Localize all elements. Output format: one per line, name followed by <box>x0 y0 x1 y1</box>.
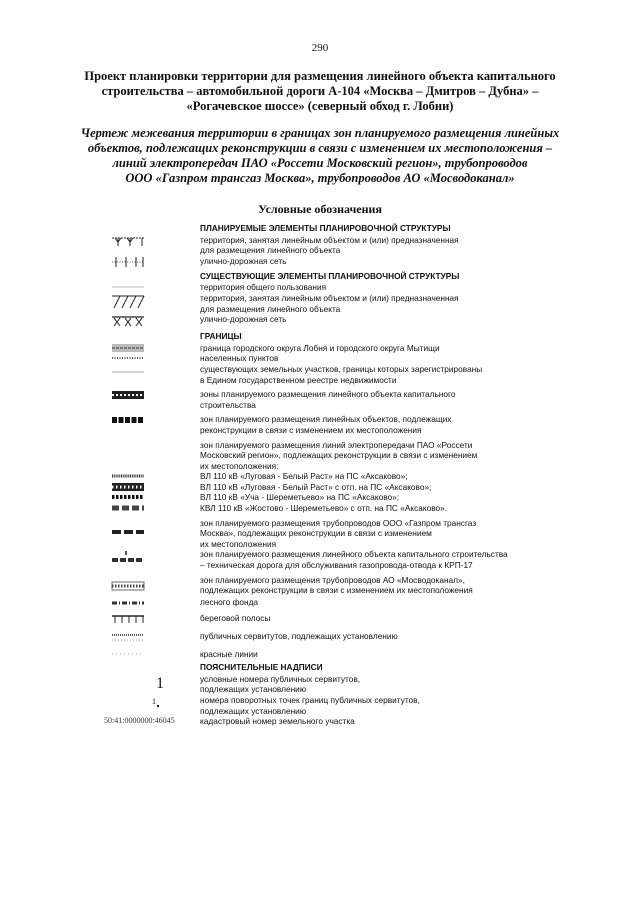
legend-item-existing-linear <box>108 293 578 314</box>
public-territory-symbol <box>108 282 200 292</box>
legend-item-public-territory <box>108 282 578 293</box>
legend-text: в Едином государственном реестре недвижимости <box>200 374 397 385</box>
planned-zone-symbol <box>108 389 200 401</box>
land-plots-symbol <box>108 364 200 380</box>
point-dot-icon <box>157 705 159 707</box>
legend-text: Москва», подлежащих реконструкции в связи с изменением <box>200 528 432 539</box>
tech-road-symbol <box>108 549 200 569</box>
legend-text: зон планируемого размещения линейного объекта капитального строительства <box>200 549 508 560</box>
water-pipelines-symbol <box>108 575 200 597</box>
legend-item-forest-fund <box>108 597 578 609</box>
planned-linear-symbol <box>108 235 200 249</box>
legend-text: береговой полосы <box>200 612 271 623</box>
servitudes-symbol <box>108 631 200 645</box>
legend-text: – техническая дорога для обслуживания газопровода-отвода к КРП-17 <box>200 560 473 571</box>
title-line: Проект планировки территории для размещения линейного объекта капитального <box>84 69 556 83</box>
legend-text: граница городского округа Лобня и городского округа Мытищи <box>200 342 440 353</box>
legend-item-power-line-4 <box>108 503 578 514</box>
legend-text: зон планируемого размещения линейных объектов, подлежащих <box>200 414 452 425</box>
settlements-symbol <box>108 353 200 363</box>
power-line-3-symbol <box>108 492 200 502</box>
legend-text: их местоположения <box>200 538 277 549</box>
legend-text: ВЛ 110 кВ «Луговая - Белый Раст» с отп. на ПС «Аксаково»; <box>200 481 432 492</box>
legend-text: населенных пунктов <box>200 353 279 364</box>
legend-item-power-line-3 <box>108 492 578 503</box>
legend-item-planned-roads <box>108 256 578 268</box>
legend-text: строительства <box>200 399 256 410</box>
gas-pipelines-symbol <box>108 518 200 546</box>
point-number-symbol <box>108 695 200 709</box>
document-subtitle <box>60 126 580 186</box>
reconstruction-zone-symbol <box>108 414 200 426</box>
legend-text: существующих земельных участков, границы которых зарегистрированы <box>200 363 483 374</box>
subtitle-line: Чертеж межевания территории в границах зон планируемого размещения линейных <box>80 126 560 140</box>
legend-text: подлежащих установлению <box>200 684 307 695</box>
legend-text: красные линии <box>200 648 258 659</box>
power-line-2-symbol <box>108 482 200 492</box>
legend-item-red-lines <box>108 649 578 660</box>
legend-text: подлежащих реконструкции в связи с изменением их местоположения <box>200 585 473 596</box>
legend-text: для размещения линейного объекта <box>200 245 341 256</box>
legend-header-existing: СУЩЕСТВУЮЩИЕ ЭЛЕМЕНТЫ ПЛАНИРОВОЧНОЙ СТРУКТУРЫ <box>200 270 460 281</box>
power-line-1-symbol <box>108 471 200 481</box>
legend-text: ВЛ 110 кВ «Уча - Шереметьево» на ПС «Аксаково»; <box>200 492 400 503</box>
legend-text: Московский регион», подлежащих реконструкции в связи с изменением <box>200 450 478 461</box>
legend-item-power-line-1 <box>108 471 578 482</box>
cadastral-symbol <box>104 716 200 727</box>
legend-item-water-pipelines-zone <box>108 575 578 597</box>
existing-linear-symbol <box>108 293 200 311</box>
legend-item-power-line-2 <box>108 482 578 493</box>
legend-text: их местоположения: <box>200 460 279 471</box>
legend-text: улично-дорожная сеть <box>200 255 287 266</box>
existing-roads-symbol <box>108 314 200 328</box>
legend-text: зон планируемого размещения линий электропередачи ПАО «Россети <box>200 439 473 450</box>
legend-text: территория общего пользования <box>200 282 327 293</box>
legend-item-district-border <box>108 343 578 354</box>
legend-header-boundaries: ГРАНИЦЫ <box>200 331 242 342</box>
legend-text: территория, занятая линейным объектом и (или) предназначенная <box>200 234 459 245</box>
district-border-symbol <box>108 343 200 353</box>
legend-text: публичных сервитутов, подлежащих установлению <box>200 630 398 641</box>
legend-text: кадастровый номер земельного участка <box>200 716 355 727</box>
legend-item-power-lines-zone <box>108 440 578 472</box>
title-line: строительства – автомобильной дороги А-104 «Москва – Дмитров – Дубна» – <box>101 84 539 98</box>
legend-item-servitude-numbers <box>108 674 578 695</box>
legend <box>104 220 578 727</box>
legend-item-servitudes <box>108 631 578 645</box>
legend-item-cadastral <box>104 716 578 727</box>
legend-title: Условные обозначения <box>258 202 382 216</box>
cadastral-number-sample: 50:41:0000000:46045 <box>104 716 175 726</box>
subtitle-line: объектов, подлежащих реконструкции в связи с изменением их местоположения – <box>87 141 553 155</box>
legend-item-existing-roads <box>108 314 578 328</box>
power-line-4-symbol <box>108 503 200 513</box>
legend-item-shoreline <box>108 613 578 627</box>
legend-header-notes: ПОЯСНИТЕЛЬНЫЕ НАДПИСИ <box>200 662 323 673</box>
legend-text: ВЛ 110 кВ «Луговая - Белый Раст» на ПС «Аксаково»; <box>200 471 408 482</box>
legend-text: подлежащих установлению <box>200 705 307 716</box>
shoreline-symbol <box>108 613 200 627</box>
legend-text: зоны планируемого размещения линейного объекта капитального <box>200 389 456 400</box>
servitude-number-symbol <box>108 674 200 694</box>
legend-text: номера поворотных точек границ публичных сервитутов, <box>200 695 420 705</box>
point-number-sample: 1 <box>152 697 156 706</box>
subtitle-line: линий электропередач ПАО «Россети Московский регион», трубопроводов <box>112 156 528 170</box>
legend-text: реконструкции в связи с изменением их местоположения <box>200 424 422 435</box>
legend-item-reconstruction-zone <box>108 414 578 435</box>
legend-item-settlements <box>108 353 578 364</box>
legend-text: территория, занятая линейным объектом и (или) предназначенная <box>200 292 459 303</box>
document-title <box>60 69 580 114</box>
servitude-number-sample: 1 <box>156 674 164 692</box>
legend-item-land-plots <box>108 364 578 385</box>
legend-item-planned-linear <box>108 235 578 256</box>
subtitle-line: ООО «Газпром трансгаз Москва», трубопроводов АО «Мосводоканал» <box>125 171 515 185</box>
legend-item-tech-road-zone <box>108 549 578 570</box>
planned-roads-symbol <box>108 256 200 268</box>
legend-text: КВЛ 110 кВ «Жостово - Шереметьево» с отп. на ПС «Аксаково». <box>200 503 448 514</box>
legend-text: для размещения линейного объекта <box>200 303 341 314</box>
legend-text: улично-дорожная сеть <box>200 314 287 325</box>
page-number: 290 <box>311 42 329 54</box>
legend-header-planned: ПЛАНИРУЕМЫЕ ЭЛЕМЕНТЫ ПЛАНИРОВОЧНОЙ СТРУКТУРЫ <box>200 223 451 233</box>
legend-text: зон планируемого размещения трубопроводов ООО «Газпром трансгаз <box>200 517 477 528</box>
legend-text: лесного фонда <box>200 596 259 607</box>
legend-item-point-numbers <box>108 695 578 716</box>
legend-item-gas-pipelines-zone <box>108 518 578 550</box>
title-line: «Рогачевское шоссе» (северный обход г. Лобни) <box>186 99 454 113</box>
forest-fund-symbol <box>108 597 200 609</box>
legend-text: условные номера публичных сервитутов, <box>200 673 361 684</box>
red-lines-symbol <box>108 649 200 659</box>
legend-text: зон планируемого размещения трубопроводов АО «Мосводоканал», <box>200 574 465 585</box>
legend-item-planned-zone <box>108 389 578 410</box>
